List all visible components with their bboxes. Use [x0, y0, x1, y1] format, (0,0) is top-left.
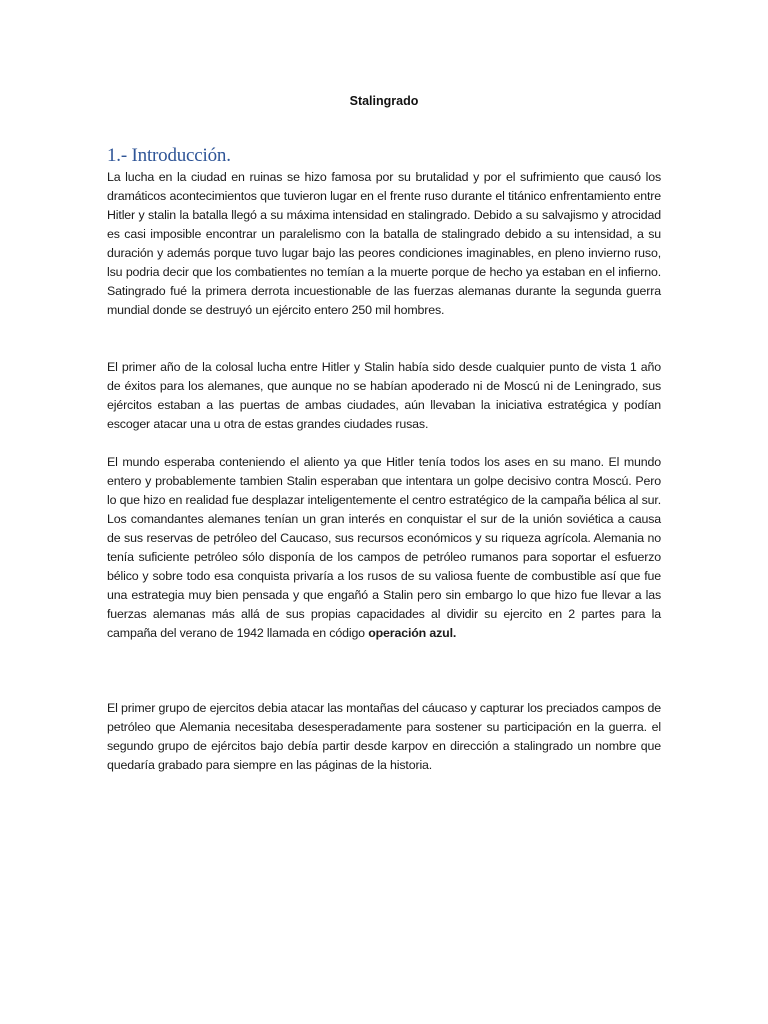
paragraph-3-text: El mundo esperaba conteniendo el aliento ya que Hitler tenía todos los ases en su mano. El mundo entero y probablemente tambien Stalin esperaban que intentara un golpe decisivo contra Moscú. Pero lo que hizo en realidad fue desplazar inteligentemente el centro estratégico de la campaña bélica al sur. Los comandantes alemanes tenían un gran interés en conquistar el sur de la unión soviética a causa de sus reservas de petróleo del Caucaso, sus recursos económicos y su riqueza agrícola. Alemania no tenía suficiente petróleo sólo disponía de los campos de petróleo rumanos para soportar el esfuerzo bélico y sobre todo esa conquista privaría a los rusos de su valiosa fuente de combustible así que fue una estrategia muy bien pensada y que engañó a Stalin pero sin embargo lo que hizo fue llevar a las fuerzas alemanas más allá de sus propias capacidades al dividir su ejercito en 2 partes para la campaña del verano de 1942 llamada en código [107, 455, 661, 640]
paragraph-2: El primer año de la colosal lucha entre Hitler y Stalin había sido desde cualquier punto de vista 1 año de éxitos para los alemanes, que aunque no se habían apoderado ni de Moscú ni de Leningrado, sus ejércitos estaban a las puertas de ambas ciudades, aún llevaban la iniciativa estratégica y podían escoger atacar una u otra de estas grandes ciudades rusas. [107, 360, 661, 431]
document-title: Stalingrado [349, 94, 419, 108]
paragraph-3 [107, 453, 661, 643]
paragraph-3-emphasis: operación azul. [368, 626, 457, 640]
section-heading-introduction: 1.- Introducción. [107, 145, 231, 166]
paragraph-4: El primer grupo de ejercitos debia atacar las montañas del cáucaso y capturar los preciados campos de petróleo que Alemania necesitaba desesperadamente para sostener su participación en la guerra. el segundo grupo de ejércitos bajo debía partir desde karpov en dirección a stalingrado un nombre que quedaría grabado para siempre en las páginas de la historia. [107, 701, 661, 772]
paragraph-1: La lucha en la ciudad en ruinas se hizo famosa por su brutalidad y por el sufrimiento que causó los dramáticos acontecimientos que tuvieron lugar en el frente ruso durante el titánico enfrentamiento entre Hitler y stalin la batalla llegó a su máxima intensidad en stalingrado. Debido a su salvajismo y atrocidad es casi imposible encontrar un paralelismo con la batalla de stalingrado debido a su intensidad, a su duración y además porque tuvo lugar bajo las peores condiciones imaginables, en pleno invierno ruso, lsu podria decir que los combatientes no temían a la muerte porque de hecho ya estaban en el infierno. Satingrado fué la primera derrota incuestionable de las fuerzas alemanas durante la segunda guerra mundial donde se destruyó un ejército entero 250 mil hombres. [107, 170, 661, 317]
